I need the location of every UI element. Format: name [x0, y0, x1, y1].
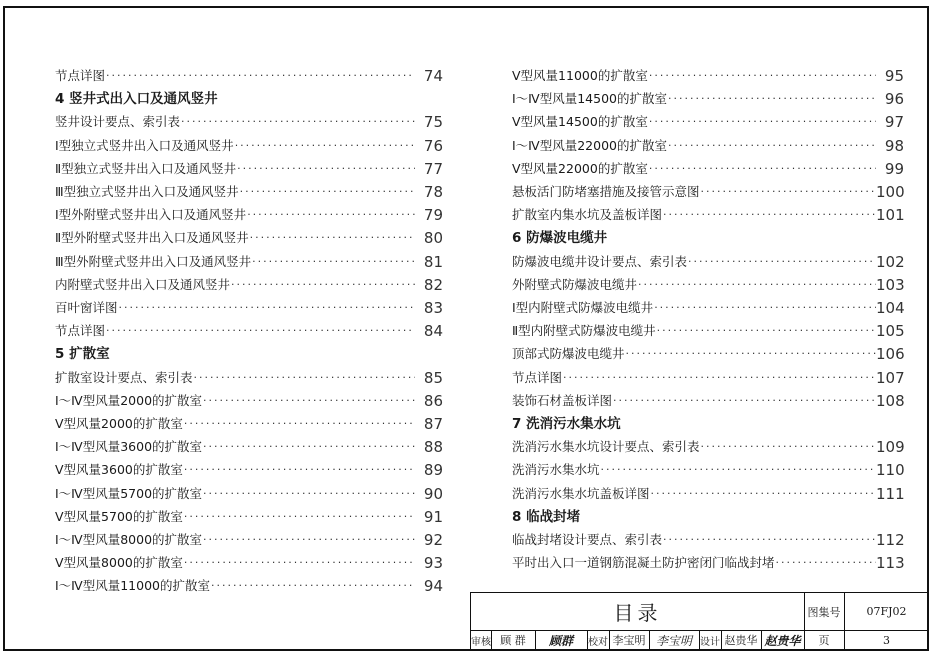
- toc-entry-page: 89: [423, 461, 443, 480]
- toc-entry-title: 洗消污水集水坑设计要点、索引表: [512, 439, 700, 455]
- toc-entry-page: 103: [876, 275, 905, 294]
- toc-entry-title: 顶部式防爆波电缆井: [512, 346, 625, 362]
- toc-entry: [55, 226, 443, 246]
- dot-leader: [203, 394, 415, 409]
- toc-entry-title: Ⅰ～Ⅳ型风量11000的扩散室: [55, 578, 210, 594]
- toc-entry-page: 83: [423, 299, 443, 317]
- toc-entry-page: 98: [884, 136, 904, 155]
- toc-entry-title: Ⅴ型风量2000的扩散室: [55, 416, 183, 431]
- dot-leader: [181, 115, 415, 130]
- dot-leader: [613, 394, 876, 409]
- toc-entry-title: Ⅰ～Ⅳ型风量2000的扩散室: [55, 392, 203, 408]
- proof-label: 校对: [588, 636, 608, 648]
- toc-entry-title: 节点详图: [55, 68, 106, 83]
- dot-leader: [776, 556, 876, 571]
- toc-entry: [512, 435, 904, 455]
- toc-entry-title: 扩散室内集水坑及盖板详图: [512, 207, 663, 223]
- toc-entry-title: Ⅲ型独立式竖井出入口及通风竖井: [55, 184, 239, 199]
- toc-entry-title: 外附壁式防爆波电缆井: [512, 276, 638, 292]
- toc-entry-title: 悬板活门防堵塞措施及接管示意图: [512, 184, 700, 199]
- toc-entry-title: 防爆波电缆井设计要点、索引表: [512, 253, 688, 269]
- dot-leader: [119, 301, 415, 316]
- toc-entry: [512, 110, 904, 130]
- toc-entry-title: 装饰石材盖板详图: [512, 392, 613, 408]
- dot-leader: [626, 347, 876, 362]
- dot-leader: [651, 487, 876, 502]
- dot-leader: [701, 185, 876, 200]
- toc-entry-title: 临战封堵设计要点、索引表: [512, 532, 663, 547]
- toc-entry: [512, 458, 904, 478]
- dot-leader: [106, 324, 415, 339]
- toc-entry-page: 113: [876, 554, 905, 573]
- dot-leader: [203, 440, 415, 455]
- toc-entry-page: 77: [423, 159, 443, 178]
- toc-entry-page: 74: [423, 67, 443, 85]
- toc-entry-page: 111: [876, 484, 905, 503]
- toc-entry-page: 75: [423, 113, 443, 132]
- toc-entry-page: 84: [423, 322, 443, 341]
- toc-entry: [512, 273, 904, 293]
- toc-entry: [55, 110, 443, 130]
- toc-entry: [512, 180, 904, 200]
- toc-entry-title: 洗消污水集水坑盖板详图: [512, 485, 650, 501]
- atlas-no-label: 图集号: [807, 605, 841, 619]
- dot-leader: [184, 510, 415, 525]
- toc-entry-page: 108: [876, 391, 905, 410]
- title-block: [470, 592, 929, 650]
- dot-leader: [250, 231, 415, 246]
- toc-entry: [512, 551, 904, 571]
- toc-entry-page: 112: [876, 531, 905, 549]
- section-heading: 5 扩散室: [55, 346, 110, 363]
- toc-entry-title: Ⅴ型风量22000的扩散室: [512, 160, 648, 176]
- toc-entry-title: Ⅴ型风量5700的扩散室: [55, 508, 183, 524]
- toc-entry-title: Ⅱ型独立式竖井出入口及通风竖井: [55, 160, 237, 176]
- toc-entry: [55, 505, 443, 525]
- toc-entry: [55, 157, 443, 177]
- toc-entry-title: Ⅱ型内附壁式防爆波电缆井: [512, 323, 656, 339]
- toc-entry-title: 竖井设计要点、索引表: [55, 114, 181, 130]
- dot-leader: [184, 417, 415, 432]
- toc-entry: [55, 435, 443, 455]
- toc-entry-title: 节点详图: [512, 369, 563, 385]
- section-heading: 4 竖井式出入口及通风竖井: [55, 91, 218, 108]
- toc-entry-page: 79: [423, 206, 443, 225]
- toc-entry-page: 106: [876, 345, 905, 364]
- toc-entry-page: 94: [423, 577, 443, 596]
- toc-entry-title: Ⅱ型外附壁式竖井出入口及通风竖井: [55, 230, 249, 246]
- dot-leader: [701, 440, 876, 455]
- toc-entry-title: Ⅰ～Ⅳ型风量8000的扩散室: [55, 532, 203, 547]
- section-heading: 8 临战封堵: [512, 508, 581, 525]
- toc-entry-page: 86: [423, 391, 443, 410]
- toc-entry-page: 88: [423, 438, 443, 457]
- dot-leader: [203, 487, 415, 502]
- atlas-no-value: 07FJ02: [866, 605, 907, 618]
- toc-entry: [55, 203, 443, 223]
- dot-leader: [638, 278, 876, 293]
- toc-entry: [55, 180, 443, 200]
- toc-entry-page: 78: [423, 183, 443, 201]
- dot-leader: [240, 185, 415, 200]
- dot-leader: [211, 579, 415, 594]
- toc-entry: [55, 64, 443, 84]
- review-signature: 顾群: [548, 633, 573, 648]
- toc-entry-title: Ⅴ型风量3600的扩散室: [55, 462, 183, 478]
- toc-entry-page: 93: [423, 554, 443, 573]
- dot-leader: [563, 371, 876, 386]
- toc-entry: [512, 296, 904, 316]
- toc-entry-title: Ⅰ～Ⅳ型风量22000的扩散室: [512, 137, 667, 153]
- toc-entry-page: 107: [876, 368, 905, 387]
- dot-leader: [649, 162, 876, 177]
- toc-entry-page: 95: [884, 67, 904, 85]
- toc-entry-title: Ⅰ～Ⅳ型风量14500的扩散室: [512, 91, 667, 107]
- toc-entry-page: 81: [423, 252, 443, 271]
- toc-entry-page: 104: [876, 299, 905, 317]
- toc-entry-title: 洗消污水集水坑: [512, 462, 600, 478]
- toc-entry: [512, 87, 904, 107]
- toc-entry-page: 102: [876, 252, 905, 271]
- dot-leader: [649, 69, 876, 84]
- toc-entry: [512, 342, 904, 362]
- toc-entry-title: Ⅰ型独立式竖井出入口及通风竖井: [55, 137, 234, 153]
- page-value: 3: [883, 633, 890, 647]
- design-name: 赵贵华: [724, 634, 758, 647]
- section-heading: 7 洗消污水集水坑: [512, 416, 621, 432]
- toc-entry: [512, 157, 904, 177]
- toc-entry: [55, 458, 443, 478]
- dot-leader: [654, 301, 876, 316]
- toc-entry: [55, 134, 443, 154]
- toc-entry-page: 105: [876, 322, 905, 341]
- dot-leader: [663, 208, 876, 223]
- dot-leader: [106, 69, 415, 84]
- toc-entry-title: 节点详图: [55, 323, 106, 339]
- toc-entry: [512, 250, 904, 270]
- title-block-title: 目录: [613, 601, 662, 625]
- dot-leader: [688, 255, 876, 270]
- toc-entry-title: 平时出入口一道钢筋混凝土防护密闭门临战封堵: [512, 555, 775, 571]
- toc-entry: [512, 64, 904, 84]
- toc-entry-page: 110: [876, 461, 905, 480]
- toc-entry-title: Ⅴ型风量8000的扩散室: [55, 555, 183, 571]
- toc-entry-title: Ⅰ型内附壁式防爆波电缆井: [512, 300, 654, 315]
- toc-entry: [512, 203, 904, 223]
- toc-entry-page: 96: [884, 90, 904, 109]
- toc-entry-page: 80: [423, 229, 443, 248]
- dot-leader: [235, 139, 415, 154]
- toc-entry-page: 109: [876, 438, 905, 457]
- dot-leader: [663, 533, 876, 548]
- toc-entry-page: 101: [876, 206, 905, 225]
- toc-entry-page: 91: [423, 507, 443, 526]
- toc-entry: [55, 296, 443, 316]
- toc-entry-title: 扩散室设计要点、索引表: [55, 369, 193, 385]
- toc-entry-title: 百叶窗详图: [55, 300, 118, 315]
- toc-entry: [512, 389, 904, 409]
- design-label: 设计: [700, 636, 720, 648]
- toc-entry-title: Ⅰ～Ⅳ型风量3600的扩散室: [55, 439, 203, 455]
- review-label: 审核: [471, 636, 491, 648]
- toc-entry: [55, 412, 443, 432]
- toc-entry: [55, 250, 443, 270]
- toc-entry-page: 90: [423, 484, 443, 503]
- design-signature: 赵贵华: [764, 633, 801, 648]
- toc-entry: [512, 482, 904, 502]
- toc-entry: [55, 273, 443, 293]
- page-label: 页: [818, 634, 830, 647]
- dot-leader: [657, 324, 876, 339]
- toc-entry: [512, 366, 904, 386]
- toc-entry-title: Ⅲ型外附壁式竖井出入口及通风竖井: [55, 253, 252, 269]
- toc-entry: [55, 528, 443, 548]
- dot-leader: [203, 533, 415, 548]
- dot-leader: [184, 463, 415, 478]
- dot-leader: [237, 162, 415, 177]
- toc-entry: [55, 574, 443, 594]
- toc-entry-title: Ⅰ型外附壁式竖井出入口及通风竖井: [55, 207, 247, 223]
- toc-entry-page: 100: [876, 183, 905, 201]
- proof-name: 李宝明: [612, 634, 646, 647]
- dot-leader: [247, 208, 415, 223]
- toc-entry-title: Ⅰ～Ⅳ型风量5700的扩散室: [55, 485, 203, 501]
- toc-entry-page: 82: [423, 275, 443, 294]
- toc-entry-page: 92: [423, 531, 443, 549]
- dot-leader: [231, 278, 415, 293]
- toc-entry-page: 85: [423, 368, 443, 387]
- toc-entry: [512, 134, 904, 154]
- toc-entry-title: 内附壁式竖井出入口及通风竖井: [55, 276, 231, 292]
- toc-entry-page: 97: [884, 113, 904, 132]
- section-heading: 6 防爆波电缆井: [512, 230, 608, 247]
- toc-entry-page: 99: [884, 159, 904, 178]
- dot-leader: [194, 371, 415, 386]
- toc-entry-page: 76: [423, 136, 443, 155]
- toc-entry: [55, 389, 443, 409]
- toc-entry: [55, 482, 443, 502]
- toc-entry-page: 87: [423, 415, 443, 433]
- dot-leader: [601, 463, 876, 478]
- toc-entry: [512, 319, 904, 339]
- toc-entry: [55, 366, 443, 386]
- dot-leader: [252, 255, 415, 270]
- toc-entry: [55, 319, 443, 339]
- review-name: 顾 群: [500, 634, 526, 647]
- toc-entry-title: Ⅴ型风量14500的扩散室: [512, 114, 648, 130]
- toc-entry-title: Ⅴ型风量11000的扩散室: [512, 68, 648, 83]
- toc-entry: [55, 551, 443, 571]
- toc-entry: [512, 528, 904, 548]
- proof-signature: 李宝明: [655, 633, 692, 648]
- dot-leader: [184, 556, 415, 571]
- dot-leader: [668, 92, 876, 107]
- dot-leader: [649, 115, 876, 130]
- dot-leader: [668, 139, 876, 154]
